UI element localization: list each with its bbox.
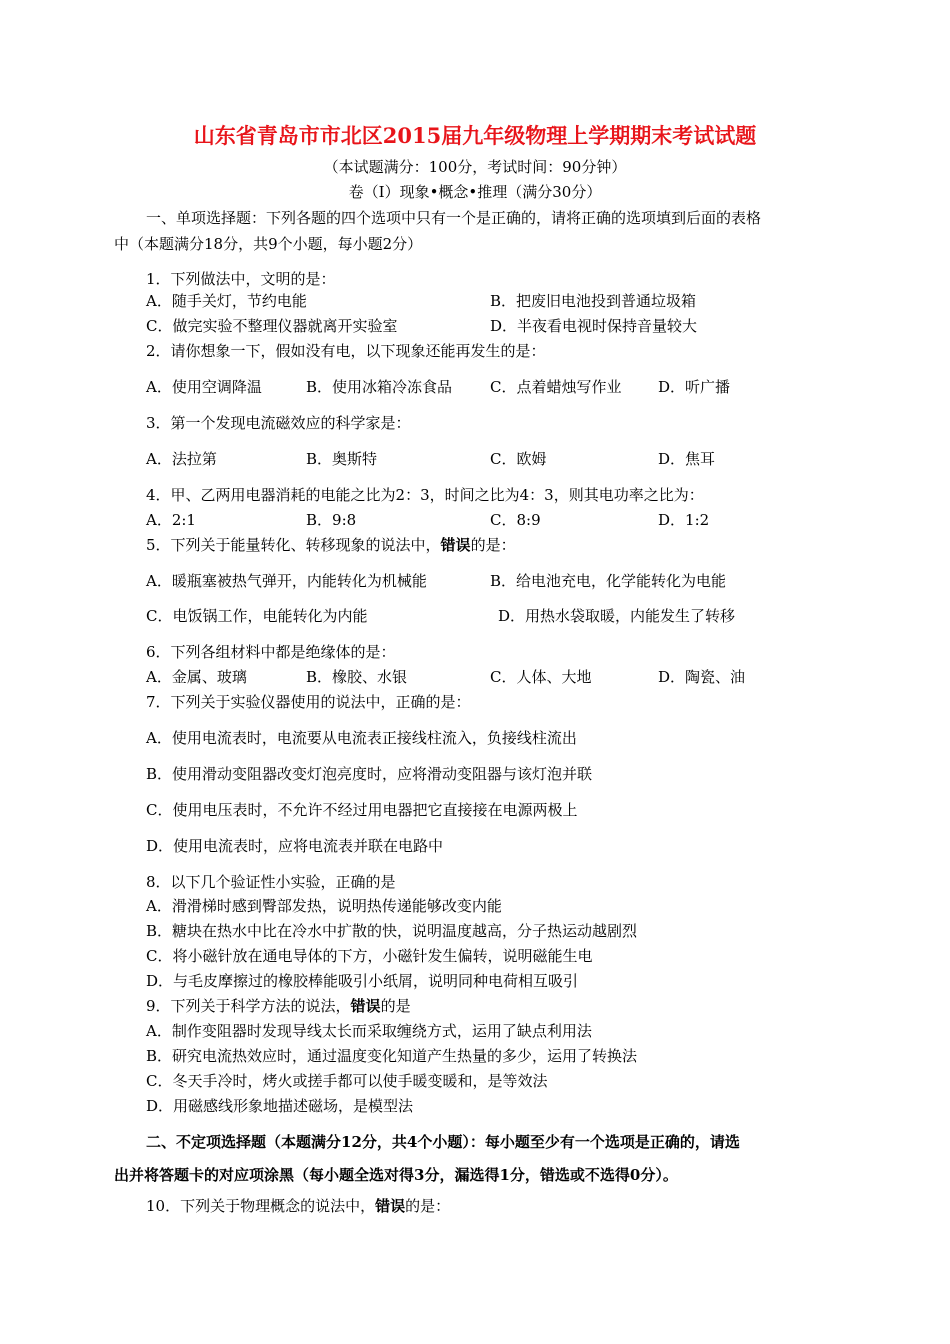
question-1-stem: 1．下列做法中，文明的是： [146, 270, 336, 288]
question-1-option-d: D．半夜看电视时保持音量较大 [490, 317, 698, 335]
question-2-option-a: A．使用空调降温 [146, 378, 262, 396]
volume-heading: 卷（Ⅰ）现象•概念•推理（满分30分） [348, 183, 602, 201]
question-8-stem: 8．以下几个验证性小实验，正确的是 [146, 873, 396, 891]
question-4-option-d: D．1:2 [658, 511, 710, 529]
question-1-option-b: B．把废旧电池投到普通垃圾箱 [490, 292, 697, 310]
section2-instructions-line1: 二、不定项选择题（本题满分12分，共4个小题）：每小题至少有一个选项是正确的，请选 [146, 1133, 740, 1151]
question-5-option-b: B．给电池充电，化学能转化为电能 [490, 572, 727, 590]
question-3-option-a: A．法拉第 [146, 450, 217, 468]
question-6-option-c: C．人体、大地 [490, 668, 592, 686]
question-3-option-b: B．奥斯特 [306, 450, 378, 468]
question-1-option-a: A．随手关灯，节约电能 [146, 292, 307, 310]
question-6-stem: 6．下列各组材料中都是绝缘体的是： [146, 643, 396, 661]
exam-subtitle: （本试题满分：100分，考试时间：90分钟） [323, 158, 627, 176]
question-7-stem: 7．下列关于实验仪器使用的说法中，正确的是： [146, 693, 471, 711]
question-5-emphasis: 错误 [440, 536, 471, 554]
question-4-stem: 4．甲、乙两用电器消耗的电能之比为2：3，时间之比为4：3，则其电功率之比为： [146, 486, 704, 504]
question-2-option-c: C．点着蜡烛写作业 [490, 378, 622, 396]
section1-instructions-line1: 一、单项选择题：下列各题的四个选项中只有一个是正确的，请将正确的选项填到后面的表格 [146, 209, 762, 227]
question-7-option-a: A．使用电流表时，电流要从电流表正接线柱流入，负接线柱流出 [146, 729, 577, 747]
question-5-stem-text: 5．下列关于能量转化、转移现象的说法中， [146, 536, 441, 554]
section1-instructions-line2: 中（本题满分18分，共9个小题，每小题2分） [114, 235, 423, 253]
question-10-emphasis: 错误 [375, 1197, 406, 1215]
question-2-option-b: B．使用冰箱冷冻食品 [306, 378, 453, 396]
question-5-stem [146, 535, 516, 555]
question-2-option-d: D．听广播 [658, 378, 731, 396]
question-5-option-a: A．暖瓶塞被热气弹开，内能转化为机械能 [146, 572, 427, 590]
question-10-stem-text: 10．下列关于物理概念的说法中， [146, 1197, 376, 1215]
question-3-stem: 3．第一个发现电流磁效应的科学家是： [146, 414, 411, 432]
question-8-option-b: B．糖块在热水中比在冷水中扩散的快，说明温度越高，分子热运动越剧烈 [146, 922, 638, 940]
question-9-option-c: C．冬天手冷时，烤火或搓手都可以使手暖变暖和，是等效法 [146, 1072, 548, 1090]
question-8-option-a: A．滑滑梯时感到臀部发热，说明热传递能够改变内能 [146, 897, 502, 915]
question-2-stem: 2．请你想象一下，假如没有电，以下现象还能再发生的是： [146, 342, 546, 360]
question-4-option-a: A．2:1 [146, 511, 196, 529]
section2-instructions-line2: 出并将答题卡的对应项涂黑（每小题全选对得3分，漏选得1分，错选或不选得0分）。 [114, 1166, 678, 1184]
question-9-stem [146, 996, 411, 1016]
question-9-stem-text: 9．下列关于科学方法的说法， [146, 997, 351, 1015]
question-5-stem-end: 的是： [470, 536, 516, 554]
question-7-option-b: B．使用滑动变阻器改变灯泡亮度时，应将滑动变阻器与该灯泡并联 [146, 765, 593, 783]
question-5-option-d: D．用热水袋取暖，内能发生了转移 [498, 607, 736, 625]
question-7-option-d: D．使用电流表时，应将电流表并联在电路中 [146, 837, 444, 855]
question-6-option-d: D．陶瓷、油 [658, 668, 746, 686]
question-9-stem-end: 的是 [380, 997, 411, 1015]
question-10-stem-end: 的是： [405, 1197, 451, 1215]
question-7-option-c: C．使用电压表时，不允许不经过用电器把它直接接在电源两极上 [146, 801, 578, 819]
question-9-option-d: D．用磁感线形象地描述磁场，是模型法 [146, 1097, 414, 1115]
question-1-option-c: C．做完实验不整理仪器就离开实验室 [146, 317, 398, 335]
question-9-emphasis: 错误 [350, 997, 381, 1015]
question-8-option-d: D．与毛皮摩擦过的橡胶棒能吸引小纸屑，说明同种电荷相互吸引 [146, 972, 579, 990]
question-5-option-c: C．电饭锅工作，电能转化为内能 [146, 607, 368, 625]
question-3-option-d: D．焦耳 [658, 450, 716, 468]
question-9-option-b: B．研究电流热效应时，通过温度变化知道产生热量的多少，运用了转换法 [146, 1047, 638, 1065]
question-3-option-c: C．欧姆 [490, 450, 547, 468]
question-6-option-a: A．金属、玻璃 [146, 668, 247, 686]
question-10-stem [146, 1196, 450, 1216]
question-4-option-c: C．8:9 [490, 511, 541, 529]
page-title: 山东省青岛市市北区2015届九年级物理上学期期末考试试题 [193, 123, 757, 148]
question-4-option-b: B．9:8 [306, 511, 357, 529]
question-6-option-b: B．橡胶、水银 [306, 668, 408, 686]
question-8-option-c: C．将小磁针放在通电导体的下方，小磁针发生偏转，说明磁能生电 [146, 947, 593, 965]
question-9-option-a: A．制作变阻器时发现导线太长而采取缠绕方式，运用了缺点利用法 [146, 1022, 592, 1040]
